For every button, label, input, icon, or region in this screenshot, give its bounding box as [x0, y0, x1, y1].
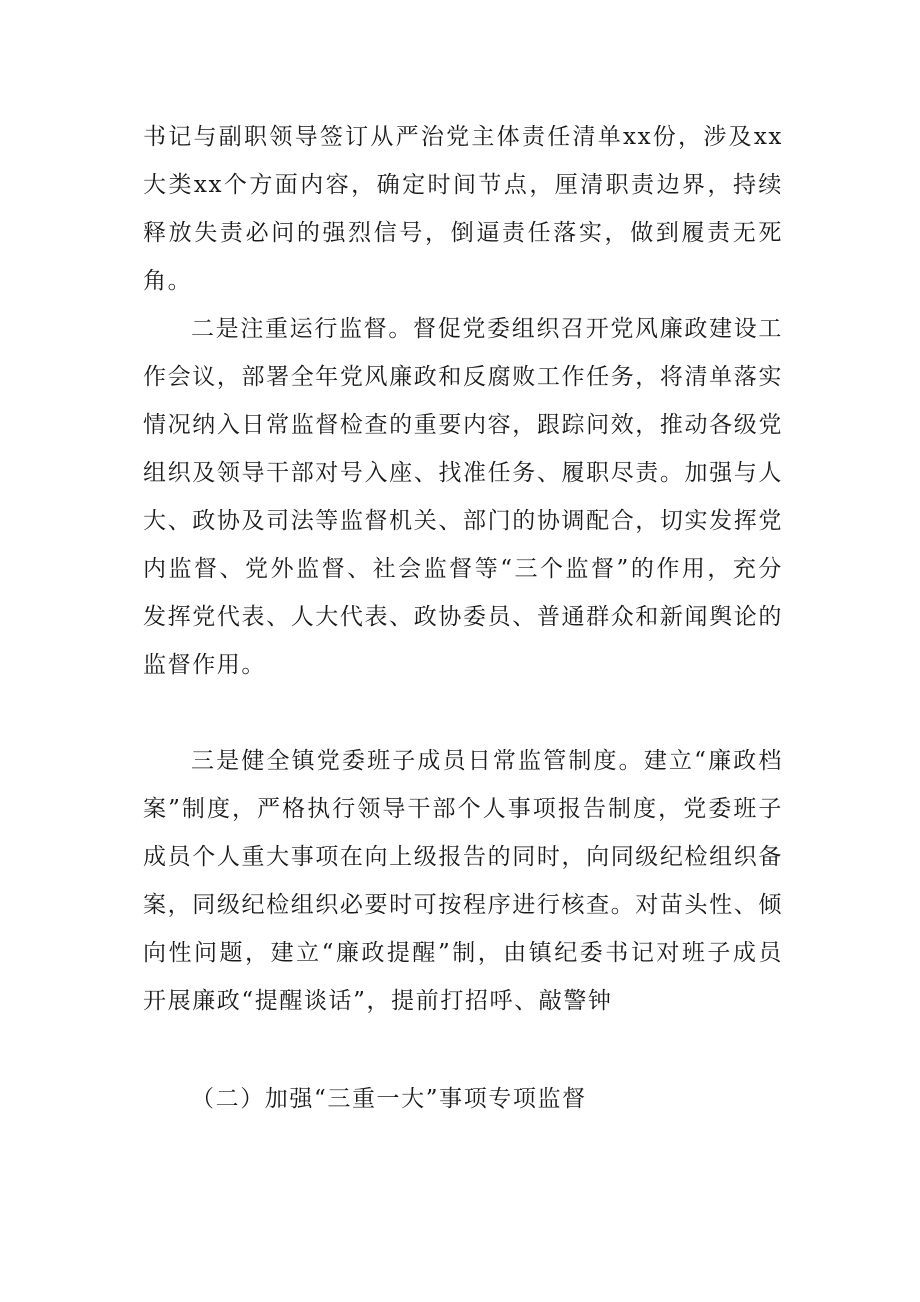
paragraph-daily-supervision: 三是健全镇党委班子成员日常监管制度。建立“廉政档案”制度，严格执行领导干部个人事项报告制度，党委班子成员个人重大事项在向上级报告的同时，向同级纪检组织备案，同级纪检组织必要时可按程序进行核查。对苗头性、倾向性问题，建立“廉政提醒”制，由镇纪委书记对班子成员开展廉政“提醒谈话”，提前打招呼、敲警钟 — [143, 748, 783, 1014]
section-heading: （二）加强“三重一大”事项专项监督 — [191, 1086, 587, 1112]
paragraph-operation-supervision: 二是注重运行监督。督促党委组织召开党风廉政建设工作会议，部署全年党风廉政和反腐败工作任务，将清单落实情况纳入日常监督检查的重要内容，跟踪问效，推动各级党组织及领导干部对号入座、找准任务、履职尽责。加强与人大、政协及司法等监督机关、部门的协调配合，切实发挥党内监督、党外监督、社会监督等“三个监督”的作用，充分发挥党代表、人大代表、政协委员、普通群众和新闻舆论的监督作用。 — [143, 316, 783, 678]
paragraph-responsibility-list: 书记与副职领导签订从严治党主体责任清单xx份，涉及xx大类xx个方面内容，确定时间节点，厘清职责边界，持续释放失责必问的强烈信号，倒逼责任落实，做到履责无死角。 — [143, 124, 783, 294]
